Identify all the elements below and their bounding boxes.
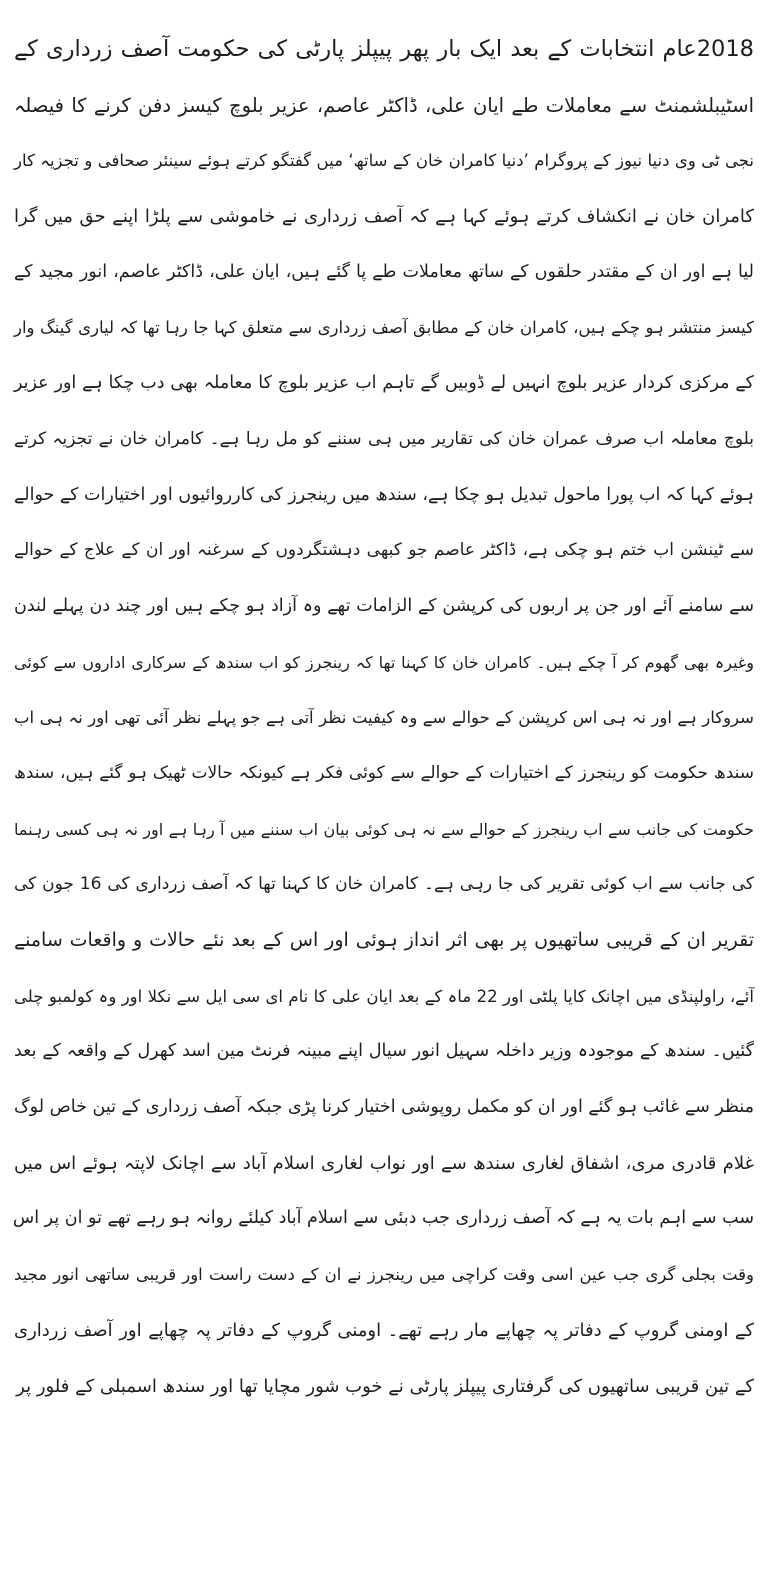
article-line: اسٹیبلشمنٹ سے معاملات طے ایان علی، ڈاکٹر عاصم، عزیر بلوچ کیسز دفن کرنے کا فیصلہ — [14, 93, 754, 117]
article-line: آئے، راولپنڈی میں اچانک کایا پلٹی اور 22 ماہ کے بعد ایان علی کا نام ای سی ایل سے نکلا اور وہ کولمبو چلی — [14, 986, 754, 1006]
article-line: سے سامنے آئے اور جن پر اربوں کی کرپشن کے الزامات تھے وہ آزاد ہو چکے ہیں اور چند دن پہلے لندن — [14, 595, 754, 616]
article-line: ہوئے کہا کہ اب پورا ماحول تبدیل ہو چکا ہے، سندھ میں رینجرز کی کارروائیوں اور اختیارات کے حوالے — [14, 484, 754, 505]
article-line: کی جانب سے اب کوئی تقریر کی جا رہی ہے۔ کامران خان کا کہنا تھا کہ آصف زرداری کی 16 جون کی — [14, 874, 754, 895]
article-line: 2018عام انتخابات کے بعد ایک بار پھر پیپلز پارٹی کی حکومت آصف زرداری کے — [14, 36, 754, 62]
article-line: کے اومنی گروپ کے دفاتر پہ چھاپے مار رہے تھے۔ اومنی گروپ کے دفاتر پہ چھاپے اور آصف زرداری — [14, 1319, 754, 1341]
article-line: کے مرکزی کردار عزیر بلوچ انہیں لے ڈوبیں گے تاہم اب عزیر بلوچ کا معاملہ بھی دب چکا ہے اور عزیر — [14, 373, 754, 394]
article-line: منظر سے غائب ہو گئے اور ان کو مکمل روپوشی اختیار کرنا پڑی جبکہ آصف زرداری کے تین خاص لوگ — [14, 1097, 754, 1118]
article-line: سب سے اہم بات یہ ہے کہ آصف زرداری جب دبئی سے اسلام آباد کیلئے روانہ ہو رہے تھے تو ان پر اس — [12, 1208, 754, 1229]
article-line: سروکار ہے اور نہ ہی اس کرپشن کے حوالے سے وہ کیفیت نظر آتی ہے جو پہلے نظر آئی تھی اور نہ ہی اب — [14, 708, 754, 728]
article-line: وغیرہ بھی گھوم کر آ چکے ہیں۔ کامران خان کا کہنا تھا کہ رینجرز کو اب سندھ کے سرکاری اداروں سے کوئی — [14, 652, 754, 672]
article-line: کیسز منتشر ہو چکے ہیں، کامران خان کے مطابق آصف زرداری سے متعلق کہا جا رہا تھا کہ لیاری گینگ وار — [14, 318, 754, 338]
article-line: کامران خان نے انکشاف کرتے ہوئے کہا ہے کہ آصف زرداری نے خاموشی سے پلڑا اپنے حق میں گرا — [14, 206, 754, 228]
article-line: وقت بجلی گری جب عین اسی وقت کراچی میں رینجرز نے ان کے دست راست اور قریبی ساتھی انور مجید — [14, 1265, 754, 1285]
article-line: بلوچ معاملہ اب صرف عمران خان کی تقاریر میں ہی سننے کو مل رہا ہے۔ کامران خان نے تجزیہ کرتے — [14, 428, 754, 449]
article-line: کے تین قریبی ساتھیوں کی گرفتاری پیپلز پارٹی نے خوب شور مچایا تھا اور سندھ اسمبلی کے فلور پر — [16, 1375, 754, 1397]
article-line: حکومت کی جانب سے اب رینجرز کے حوالے سے نہ ہی کوئی بیان اب سننے میں آ رہا ہے اور نہ ہی کسی رہنما — [14, 819, 754, 839]
article-body — [14, 22, 754, 1414]
article-line: سندھ حکومت کو رینجرز کے اختیارات کے حوالے سے کوئی فکر ہے کیونکہ حالات ٹھیک ہو گئے ہیں، سندھ — [14, 762, 754, 783]
article-line: غلام قادری مری، اشفاق لغاری سندھ سے اور نواب لغاری اسلام آباد سے اچانک لاپتہ ہوئے اس میں — [14, 1152, 754, 1174]
article-line: نجی ٹی وی دنیا نیوز کے پروگرام ’دنیا کامران خان کے ساتھ‘ میں گفتگو کرتے ہوئے سینئر صحافی و تجزیہ کار — [14, 151, 754, 171]
article-line: گئیں۔ سندھ کے موجودہ وزیر داخلہ سہیل انور سیال اپنے مبینہ فرنٹ مین اسد کھرل کے واقعہ کے بعد — [14, 1041, 754, 1062]
article-line: تقریر ان کے قریبی ساتھیوں پر بھی اثر انداز ہوئی اور اس کے بعد نئے حالات و واقعات سامنے — [14, 929, 754, 951]
article-line: سے ٹینشن اب ختم ہو چکی ہے، ڈاکٹر عاصم جو کبھی دہشتگردوں کے سرغنہ اور ان کے علاج کے حوالے — [14, 540, 754, 561]
article-line: لیا ہے اور ان کے مقتدر حلقوں کے ساتھ معاملات طے پا گئے ہیں، ایان علی، ڈاکٹر عاصم، انور مجید کے — [14, 261, 754, 282]
